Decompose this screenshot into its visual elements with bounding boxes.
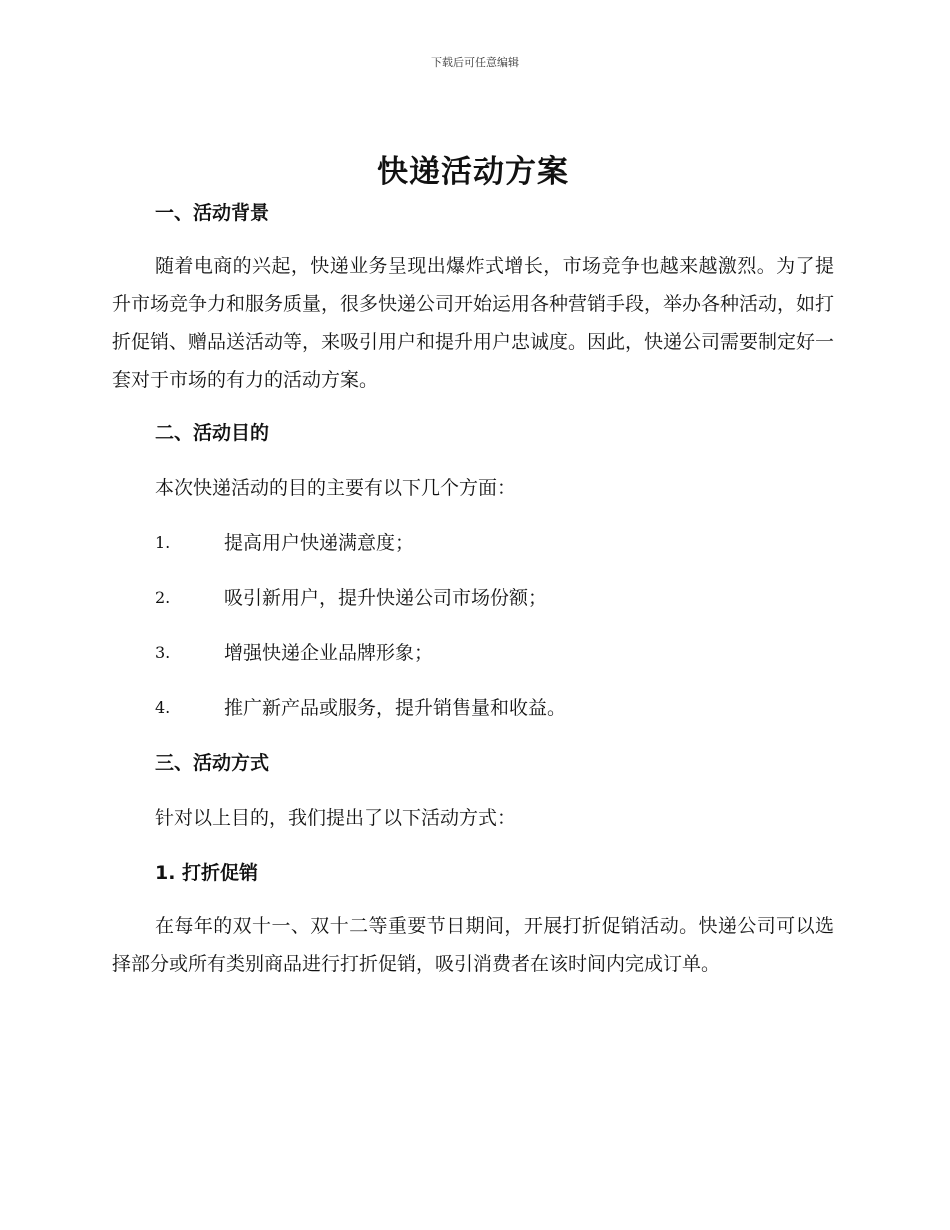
list-item	[112, 530, 834, 556]
document-title: 快递活动方案	[377, 154, 569, 190]
list-item	[112, 585, 834, 611]
list-number: 3.	[155, 643, 171, 662]
header-note: 下载后可任意编辑	[431, 56, 519, 69]
discount-paragraph: 在每年的双十一、双十二等重要节日期间，开展打折促销活动。快递公司可以选择部分或所有类别商品进行打折促销，吸引消费者在该时间内完成订单。	[112, 915, 834, 975]
list-text: 增强快递企业品牌形象；	[224, 642, 434, 664]
document-body	[112, 150, 834, 983]
goal-intro: 本次快递活动的目的主要有以下几个方面：	[155, 477, 517, 499]
list-text: 吸引新用户，提升快递公司市场份额；	[224, 587, 548, 609]
section-heading-goal: 二、活动目的	[155, 422, 270, 444]
list-number: 2.	[155, 588, 171, 607]
list-item	[112, 695, 834, 721]
list-text: 推广新产品或服务，提升销售量和收益。	[224, 697, 567, 719]
sub-heading-discount: 1. 打折促销	[155, 862, 259, 884]
list-number: 1.	[155, 533, 171, 552]
section-heading-method: 三、活动方式	[155, 752, 270, 774]
section-heading-background: 一、活动背景	[155, 202, 270, 224]
method-intro: 针对以上目的，我们提出了以下活动方式：	[155, 807, 517, 829]
list-number: 4.	[155, 698, 171, 717]
list-text: 提高用户快递满意度；	[224, 532, 415, 554]
list-item	[112, 640, 834, 666]
background-paragraph: 随着电商的兴起，快递业务呈现出爆炸式增长，市场竞争也越来越激烈。为了提升市场竞争力和服务质量，很多快递公司开始运用各种营销手段，举办各种活动，如打折促销、赠品送活动等，来吸引用户和提升用户忠诚度。因此，快递公司需要制定好一套对于市场的有力的活动方案。	[112, 255, 835, 391]
